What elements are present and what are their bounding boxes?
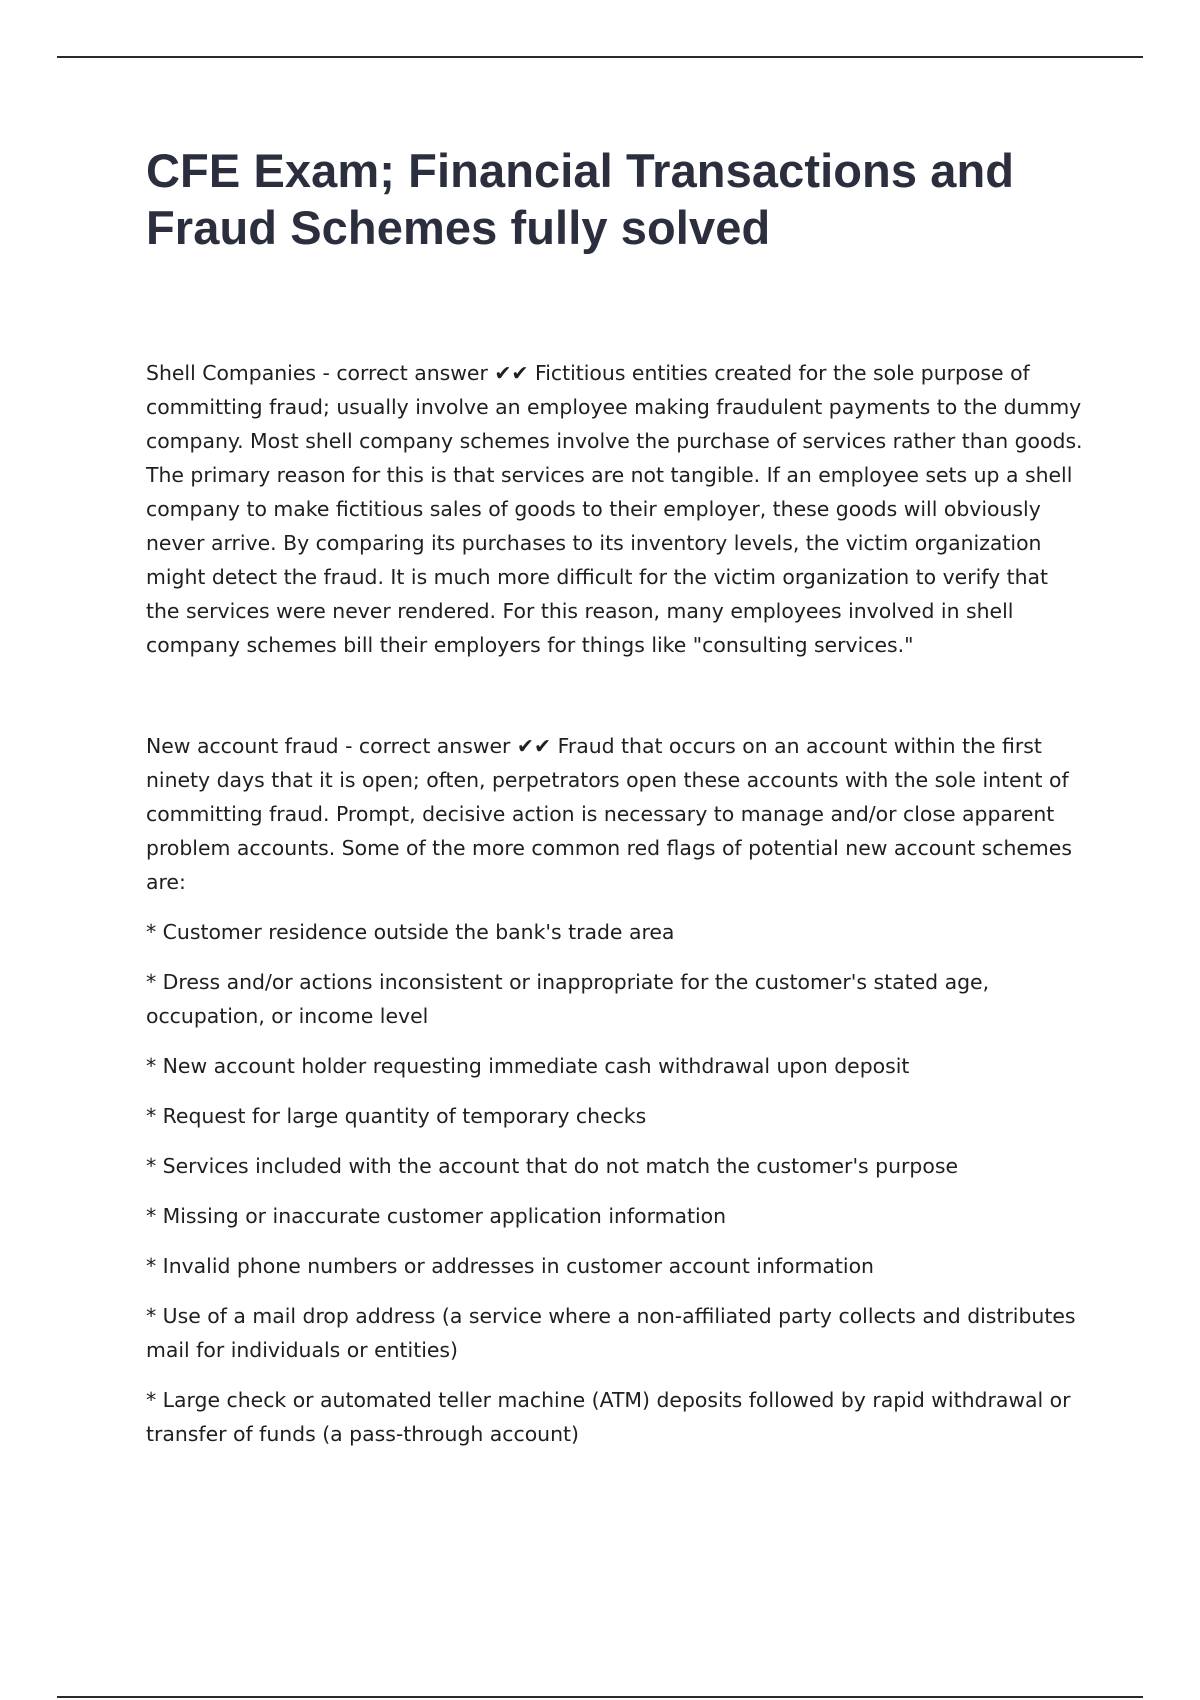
bottom-divider [57, 1696, 1143, 1698]
section-new-account-fraud [146, 729, 1086, 1451]
list-item: * Use of a mail drop address (a service where a non-affiliated party collects and distributes mail for individuals or entities) [146, 1304, 1076, 1362]
document-title: CFE Exam; Financial Transactions and Fraud Schemes fully solved [146, 144, 1015, 254]
list-item: * Customer residence outside the bank's trade area [146, 920, 675, 944]
top-divider [57, 56, 1143, 58]
paragraph-new-account-fraud: New account fraud - correct answer ✔✔ Fraud that occurs on an account within the first ninety days that it is open; often, perpetrators open these accounts with the sole intent of committing fraud. Prompt, decisive action is necessary to manage and/or close apparent problem accounts. Some of the more common red flags of potential new account schemes are: [146, 734, 1072, 894]
list-item: * Services included with the account that do not match the customer's purpose [146, 1154, 958, 1178]
list-item: * New account holder requesting immediate cash withdrawal upon deposit [146, 1054, 910, 1078]
red-flags-list [146, 915, 1086, 1451]
list-item: * Missing or inaccurate customer application information [146, 1204, 727, 1228]
list-item: * Request for large quantity of temporary checks [146, 1104, 647, 1128]
list-item: * Dress and/or actions inconsistent or inappropriate for the customer's stated age, occupation, or income level [146, 970, 990, 1028]
section-shell-companies [146, 356, 1086, 662]
paragraph-shell-companies: Shell Companies - correct answer ✔✔ Fictitious entities created for the sole purpose of committing fraud; usually involve an employee making fraudulent payments to the dummy company. Most shell company schemes involve the purchase of services rather than goods. The primary reason for this is that services are not tangible. If an employee sets up a shell company to make fictitious sales of goods to their employer, these goods will obviously never arrive. By comparing its purchases to its inventory levels, the victim organization might detect the fraud. It is much more difficult for the victim organization to verify that the services were never rendered. For this reason, many employees involved in shell company schemes bill their employers for things like "consulting services." [146, 361, 1083, 657]
list-item: * Invalid phone numbers or addresses in customer account information [146, 1254, 874, 1278]
list-item: * Large check or automated teller machine (ATM) deposits followed by rapid withdrawal or transfer of funds (a pass-through account) [146, 1388, 1071, 1446]
document-body [146, 142, 1086, 1451]
